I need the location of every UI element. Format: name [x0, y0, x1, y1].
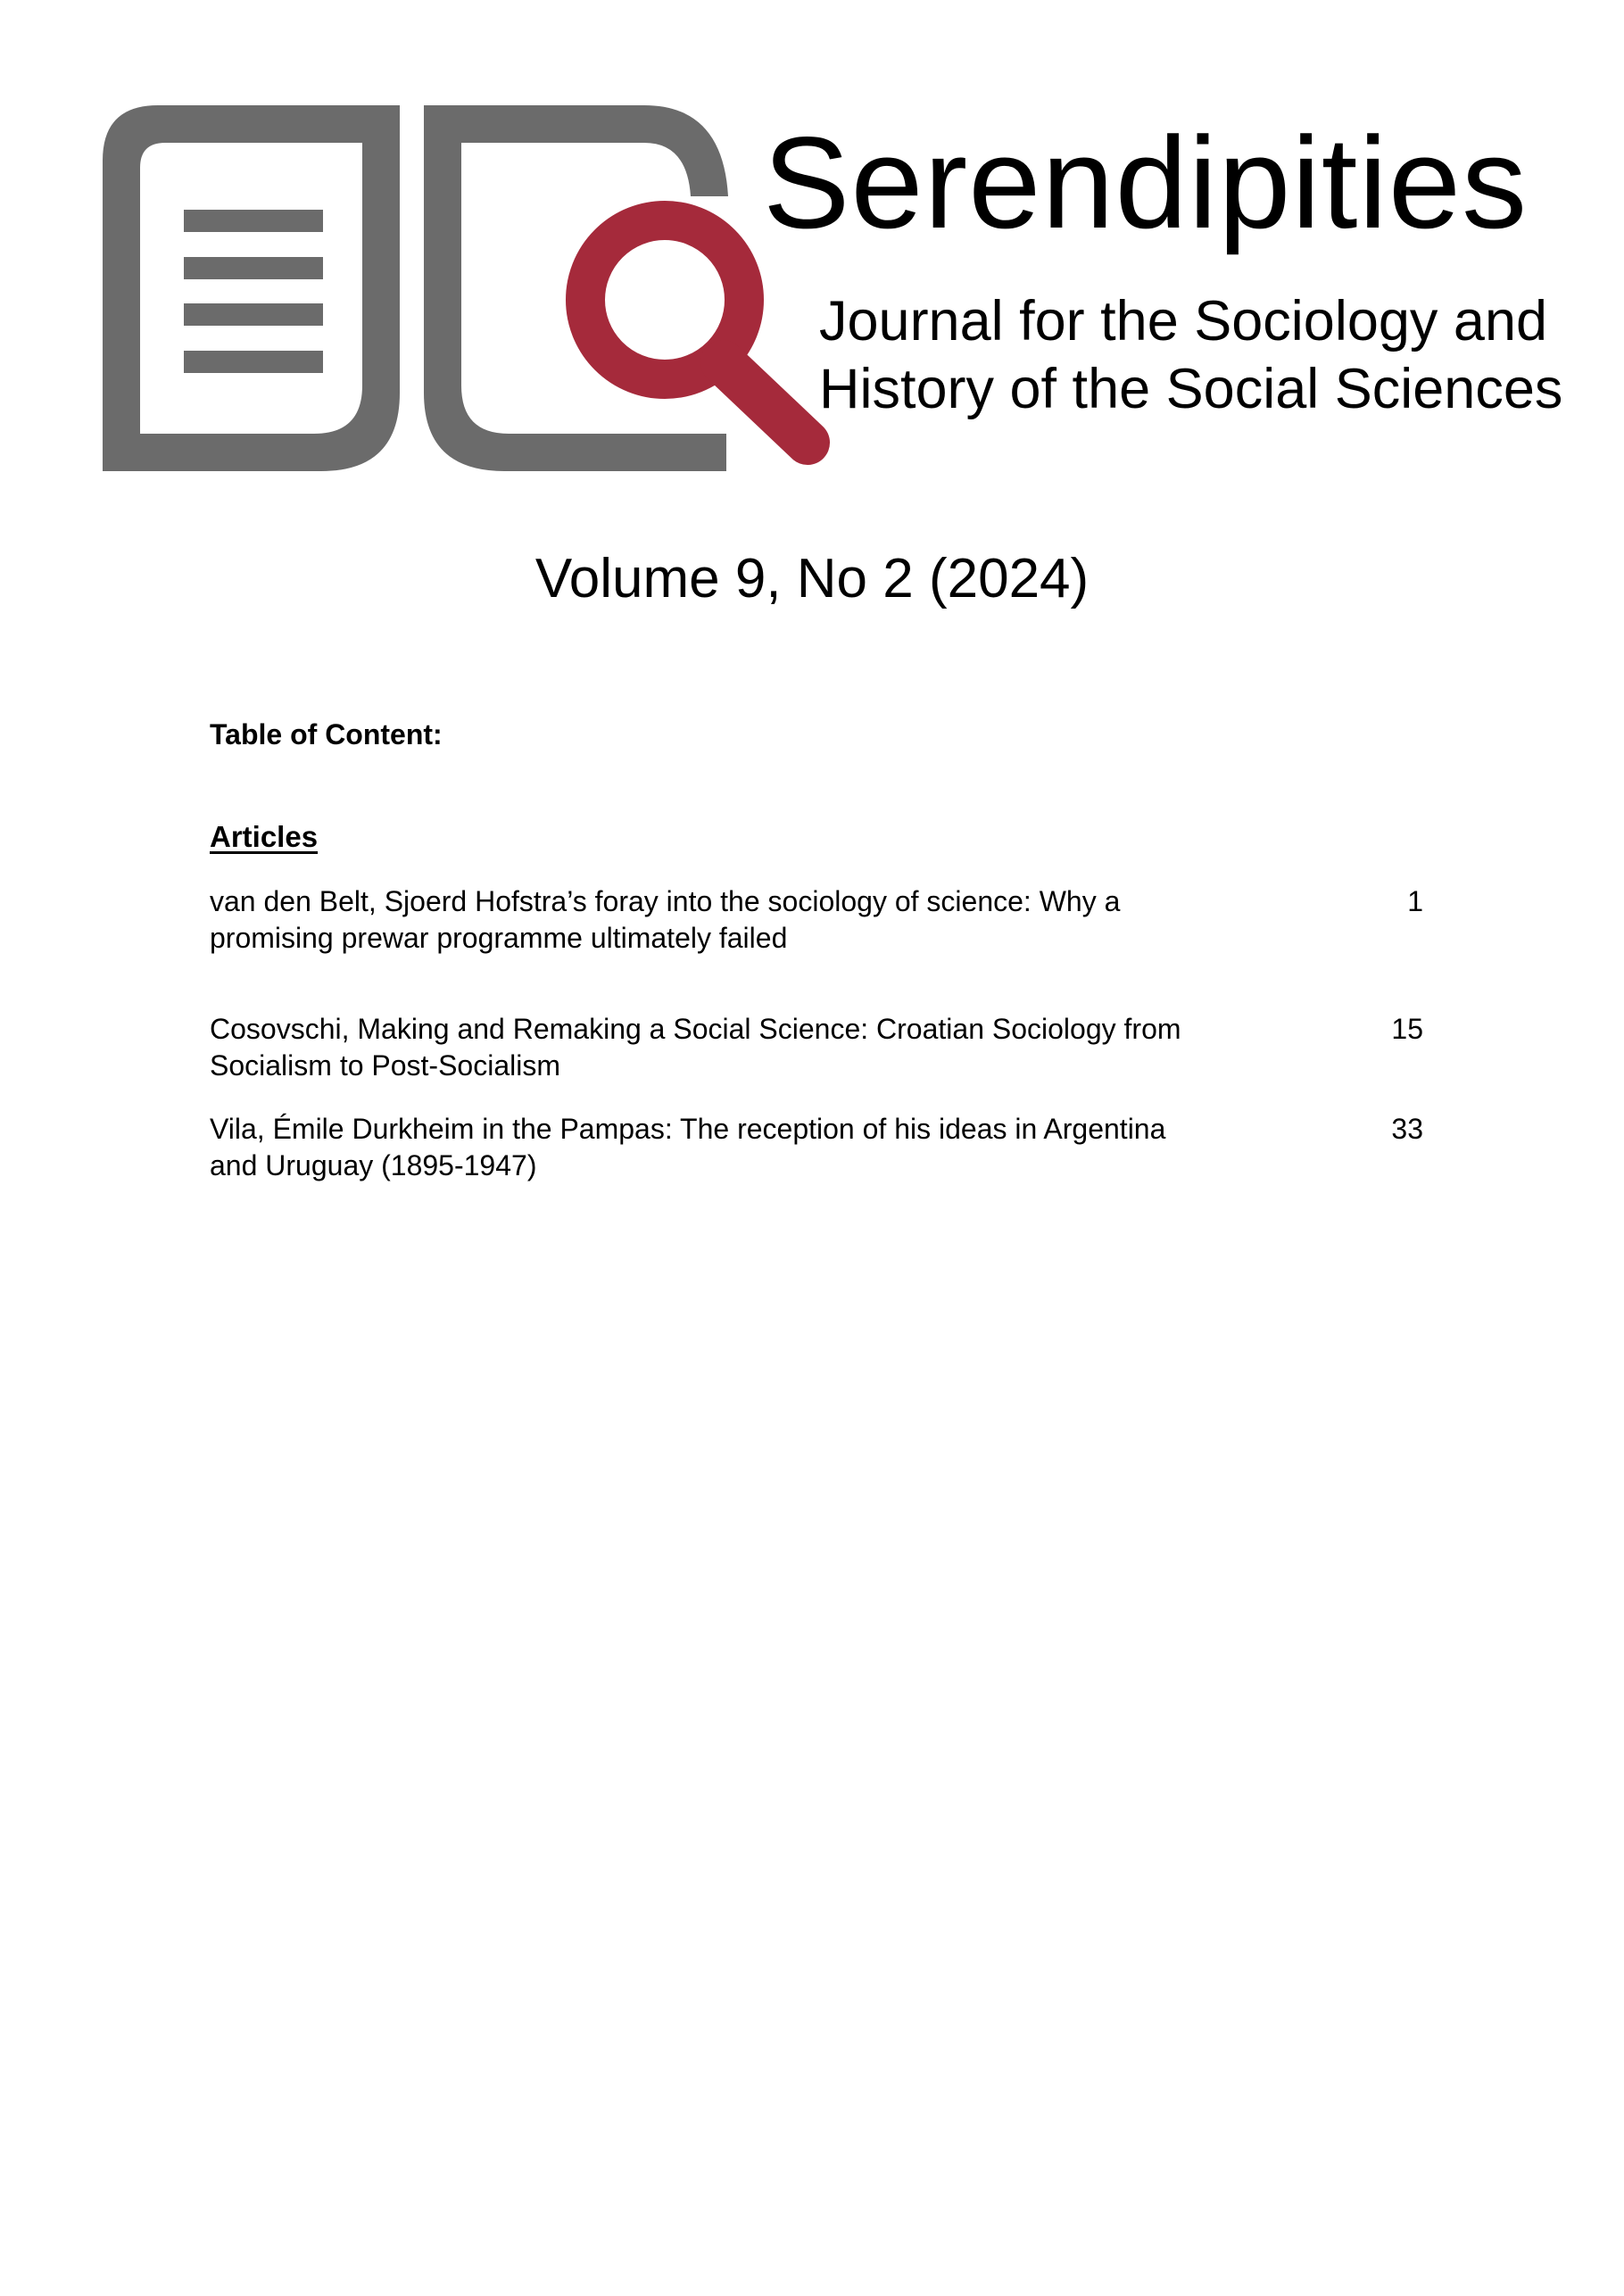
toc-entry-page: 15: [1391, 1013, 1423, 1045]
toc-entry-title: [210, 1011, 1218, 1084]
toc-entry-title-line: Socialism to Post-Socialism: [210, 1049, 560, 1082]
toc-entry-title-line: promising prewar programme ultimately failed: [210, 922, 788, 954]
issue-title: Volume 9, No 2 (2024): [534, 548, 1090, 609]
subtitle-line: History of the Social Sciences: [819, 358, 1563, 420]
journal-subtitle: [819, 287, 1562, 423]
book-magnifier-icon: [98, 98, 830, 491]
toc-entry-title-line: Vila, Émile Durkheim in the Pampas: The reception of his ideas in Argentina: [210, 1113, 1166, 1145]
toc-entry-title-line: van den Belt, Sjoerd Hofstra’s foray into the sociology of science: Why a: [210, 885, 1121, 917]
toc-heading: Table of Content:: [210, 718, 443, 750]
left-page-icon: [103, 105, 400, 471]
toc-entry-title: [210, 883, 1218, 957]
toc-entry-title-line: Cosovschi, Making and Remaking a Social Science: Croatian Sociology from: [210, 1013, 1181, 1045]
toc-entry-title-line: and Uruguay (1895-1947): [210, 1149, 537, 1181]
toc-entry-title: [210, 1111, 1218, 1184]
toc-entry-page: 33: [1391, 1113, 1423, 1145]
toc-entry-page: 1: [1407, 885, 1423, 917]
journal-name: Serendipities: [763, 110, 1529, 255]
subtitle-line: Journal for the Sociology and: [819, 290, 1548, 352]
section-heading-articles: Articles: [210, 820, 319, 853]
